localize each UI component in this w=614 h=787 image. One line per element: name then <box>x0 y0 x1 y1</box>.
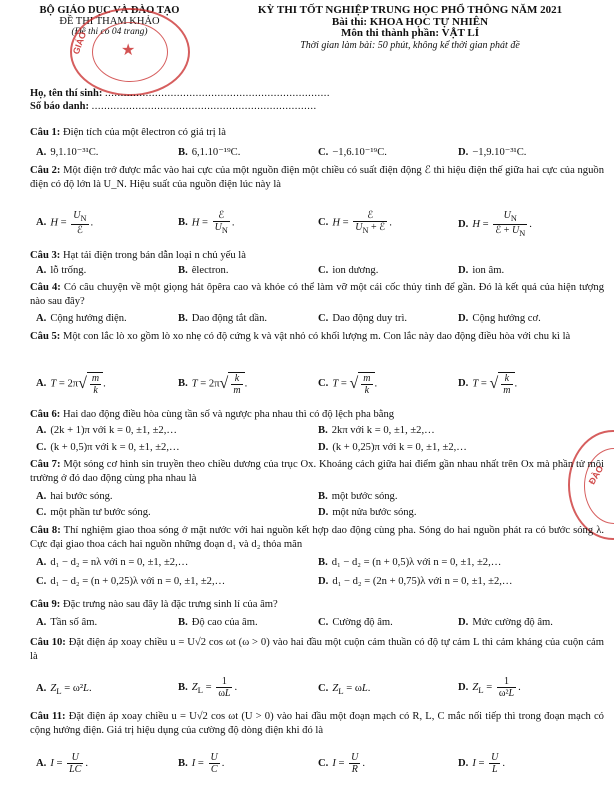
question-text: Thí nghiệm giao thoa sóng ở mặt nước với hai nguồn kết hợp dao động cùng pha. Sóng do hai nguồn phát ra có bước sóng λ. Cực đại giao thoa cách hai nguồn những đoạn d₁ và d₂ thỏa mãn <box>30 525 604 550</box>
option-text: lỗ trống. <box>50 265 87 276</box>
option-text: (2k + 1)π với k = 0, ±1, ±2,… <box>50 425 177 436</box>
option-a: A. T = 2π √ $\frac{m}{k}$ . <box>36 373 106 396</box>
question-8 <box>30 524 604 551</box>
option-text: d₁ − d₂ = (n + 0,5)λ với n = 0, ±1, ±2,… <box>331 557 502 568</box>
question-text: Đặc trưng nào sau đây là đặc trưng sinh lí của âm? <box>62 599 278 610</box>
option-text: d₁ − d₂ = nλ với n = 0, ±1, ±2,… <box>50 557 189 568</box>
option-a: A. 9,1.10⁻³¹C. <box>36 147 99 158</box>
question-6 <box>30 408 604 422</box>
question-11 <box>30 710 604 737</box>
doc-type: ĐỀ THI THAM KHẢO <box>59 16 160 27</box>
option-c: C. (k + 0,5)π với k = 0, ±1, ±2,… <box>36 442 180 453</box>
side-stamp-text: ĐÀO <box>586 463 606 487</box>
option-c: C. d₁ − d₂ = (n + 0,25)λ với n = 0, ±1, ±2,… <box>36 576 226 587</box>
option-b: B. d₁ − d₂ = (n + 0,5)λ với n = 0, ±1, ±2,… <box>318 557 502 568</box>
option-text: 9,1.10⁻³¹C. <box>50 147 99 158</box>
question-text: Một sóng cơ hình sin truyền theo chiều dương của trục Ox. Khoảng cách giữa hai điểm gần nhau nhất trên Ox mà phần tử môi trường ở đó dao động cùng pha nhau là <box>30 459 604 484</box>
option-b: B. H = $\frac{\text{ℰ}}{U_N}$ . <box>178 210 235 235</box>
option-a: A. H = $\frac{U_N}{\text{ℰ}}$ . <box>36 210 94 236</box>
question-number: Câu 9: <box>30 599 61 610</box>
option-text: d₁ − d₂ = (2n + 0,75)λ với n = 0, ±1, ±2,… <box>332 576 513 587</box>
option-c: C. một phần tư bước sóng. <box>36 507 151 518</box>
question-9 <box>30 598 604 612</box>
option-a: A. Tần số âm. <box>36 617 98 628</box>
ministry-name: BỘ GIÁO DỤC VÀ ĐÀO TẠO <box>39 5 180 16</box>
option-text: Dao động tắt dần. <box>191 313 268 324</box>
option-text: Cộng hưởng điện. <box>50 313 127 324</box>
stamp-star-icon: ★ <box>121 42 136 59</box>
question-3 <box>30 249 604 263</box>
question-number: Câu 7: <box>30 459 61 470</box>
header-right <box>218 5 602 51</box>
student-id-dots: ........................................................................ <box>91 101 317 112</box>
option-text: (k + 0,25)π với k = 0, ±1, ±2,… <box>332 442 467 453</box>
student-id-label: Số báo danh: <box>30 101 89 112</box>
option-text: êlectron. <box>191 265 229 276</box>
question-number: Câu 6: <box>30 409 61 420</box>
option-a: A. $Z_L = \omega^2L$. <box>36 683 92 697</box>
option-d: D. H = $\frac{U_N}{ℰ + U_N}$ . <box>458 210 532 238</box>
question-1 <box>30 126 604 140</box>
option-b: B. Dao động tắt dần. <box>178 313 268 324</box>
option-d: D. (k + 0,25)π với k = 0, ±1, ±2,… <box>318 442 467 453</box>
student-name-line <box>30 88 330 99</box>
option-text: Cường độ âm. <box>332 617 393 628</box>
question-number: Câu 4: <box>30 282 61 293</box>
question-number: Câu 5: <box>30 331 61 342</box>
question-number: Câu 2: <box>30 165 61 176</box>
question-2 <box>30 164 604 191</box>
option-a: A. hai bước sóng. <box>36 491 113 502</box>
option-c: C. I = $\frac{U}{R}$ . <box>318 752 366 775</box>
option-text: hai bước sóng. <box>50 491 113 502</box>
option-d: D. I = $\frac{U}{L}$ . <box>458 752 506 775</box>
option-text: 6,1.10⁻¹⁹C. <box>191 147 241 158</box>
option-text: Mức cường độ âm. <box>472 617 553 628</box>
option-text: Tần số âm. <box>50 617 98 628</box>
option-text: −1,6.10⁻¹⁹C. <box>332 147 387 158</box>
question-text: Đặt điện áp xoay chiều u = U√2 cos ωt (ω > 0) vào hai đầu một cuộn cảm thuần có độ tự cảm L thì cảm kháng của cuộn cảm là <box>30 637 604 662</box>
student-id-line <box>30 101 317 112</box>
page-count: (Đề thi có 04 trang) <box>71 27 148 37</box>
option-c: C. $Z_L = \omega L$. <box>318 683 371 697</box>
option-d: D. T = √ $\frac{k}{m}$ . <box>458 373 518 396</box>
question-number: Câu 10: <box>30 637 66 648</box>
question-7 <box>30 458 604 485</box>
option-text: −1,9.10⁻³¹C. <box>472 147 527 158</box>
option-text: 2kπ với k = 0, ±1, ±2,… <box>331 425 435 436</box>
option-text: một phần tư bước sóng. <box>50 507 151 518</box>
option-b: B. I = $\frac{U}{C}$ . <box>178 752 225 775</box>
question-number: Câu 8: <box>30 525 61 536</box>
stamp-text-left: GIÁO <box>70 30 89 56</box>
option-b: B. T = 2π √ $\frac{k}{m}$ . <box>178 373 248 396</box>
option-d: D. ion âm. <box>458 265 505 276</box>
exam-subject: Môn thi thành phần: VẬT LÍ <box>340 27 480 39</box>
option-d: D. $Z_L$ = $\frac{1}{\text{ω²L}}$ . <box>458 676 521 699</box>
question-text: Đặt điện áp xoay chiều u = U√2 cos ωt (U > 0) vào hai đầu một đoạn mạch có R, L, C mắc nối tiếp thì trong đoạn mạch có cộng hưởng điện. Giá trị hiệu dụng của cường độ dòng điện khi đó là <box>30 711 604 736</box>
option-d: D. Cộng hưởng cơ. <box>458 313 541 324</box>
question-5 <box>30 330 604 344</box>
option-d: D. d₁ − d₂ = (2n + 0,75)λ với n = 0, ±1, ±2,… <box>318 576 513 587</box>
option-c: C. ion dương. <box>318 265 379 276</box>
option-text: Cộng hưởng cơ. <box>472 313 541 324</box>
option-b: B. 6,1.10⁻¹⁹C. <box>178 147 241 158</box>
option-d: D. −1,9.10⁻³¹C. <box>458 147 527 158</box>
question-text: Một điện trở được mắc vào hai cực của một nguồn điện một chiều có suất điện động ℰ thì hiệu điện thế giữa hai cực của nguồn điện có độ lớn là U_N. Hiệu suất của nguồn điện lúc này là <box>30 165 604 190</box>
option-a: A. Cộng hưởng điện. <box>36 313 127 324</box>
option-a: A. (2k + 1)π với k = 0, ±1, ±2,… <box>36 425 177 436</box>
option-b: B. êlectron. <box>178 265 229 276</box>
option-text: Dao động duy trì. <box>332 313 408 324</box>
option-d: D. Mức cường độ âm. <box>458 617 553 628</box>
question-text: Điện tích của một êlectron có giá trị là <box>62 127 226 138</box>
option-text: ion âm. <box>472 265 505 276</box>
question-text: Hai dao động điều hòa cùng tần số và ngược pha nhau thì có độ lệch pha bằng <box>62 409 395 420</box>
option-text: một nửa bước sóng. <box>332 507 417 518</box>
option-a: A. d₁ − d₂ = nλ với n = 0, ±1, ±2,… <box>36 557 189 568</box>
question-10 <box>30 636 604 663</box>
question-text: Một con lắc lò xo gồm lò xo nhẹ có độ cứng k và vật nhỏ có khối lượng m. Con lắc này dao động điều hòa với chu kì là <box>62 331 571 342</box>
option-c: C. Dao động duy trì. <box>318 313 408 324</box>
option-b: B. Độ cao của âm. <box>178 617 258 628</box>
question-text: Có câu chuyện về một giọng hát ôpêra cao và khỏe có thể làm vỡ một cái cốc thủy tinh để gần. Đó là kết quả của hiện tượng nào sau đây? <box>30 282 604 307</box>
question-number: Câu 1: <box>30 127 61 138</box>
option-a: A. I = $\frac{U}{LC}$ . <box>36 752 89 775</box>
option-c: C. H = $\frac{\text{ℰ}}{U_N + ℰ}$ . <box>318 210 392 235</box>
question-4 <box>30 281 604 308</box>
option-d: D. một nửa bước sóng. <box>318 507 417 518</box>
student-name-dots: ........................................................................ <box>104 88 330 99</box>
student-name-label: Họ, tên thí sinh: <box>30 88 103 99</box>
option-c: C. Cường độ âm. <box>318 617 393 628</box>
question-number: Câu 11: <box>30 711 66 722</box>
option-text: Độ cao của âm. <box>191 617 258 628</box>
option-text: d₁ − d₂ = (n + 0,25)λ với n = 0, ±1, ±2,… <box>50 576 226 587</box>
option-text: một bước sóng. <box>331 491 398 502</box>
exam-section: Bài thi: KHOA HỌC TỰ NHIÊN <box>331 15 489 28</box>
question-text: Hạt tải điện trong bán dẫn loại n chủ yếu là <box>62 250 246 261</box>
option-b: B. một bước sóng. <box>318 491 398 502</box>
option-b: B. $Z_L$ = $\frac{1}{\omega L}$ . <box>178 676 238 699</box>
option-c: C. T = √ $\frac{m}{k}$ . <box>318 373 378 396</box>
exam-title: KỲ THI TỐT NGHIỆP TRUNG HỌC PHỔ THÔNG NĂM 2021 <box>257 4 563 16</box>
exam-time: Thời gian làm bài: 50 phút, không kể thời gian phát đề <box>300 39 520 51</box>
option-b: B. 2kπ với k = 0, ±1, ±2,… <box>318 425 435 436</box>
option-text: ion dương. <box>332 265 379 276</box>
question-number: Câu 3: <box>30 250 61 261</box>
option-text: (k + 0,5)π với k = 0, ±1, ±2,… <box>50 442 180 453</box>
option-a: A. lỗ trống. <box>36 265 87 276</box>
option-c: C. −1,6.10⁻¹⁹C. <box>318 147 387 158</box>
